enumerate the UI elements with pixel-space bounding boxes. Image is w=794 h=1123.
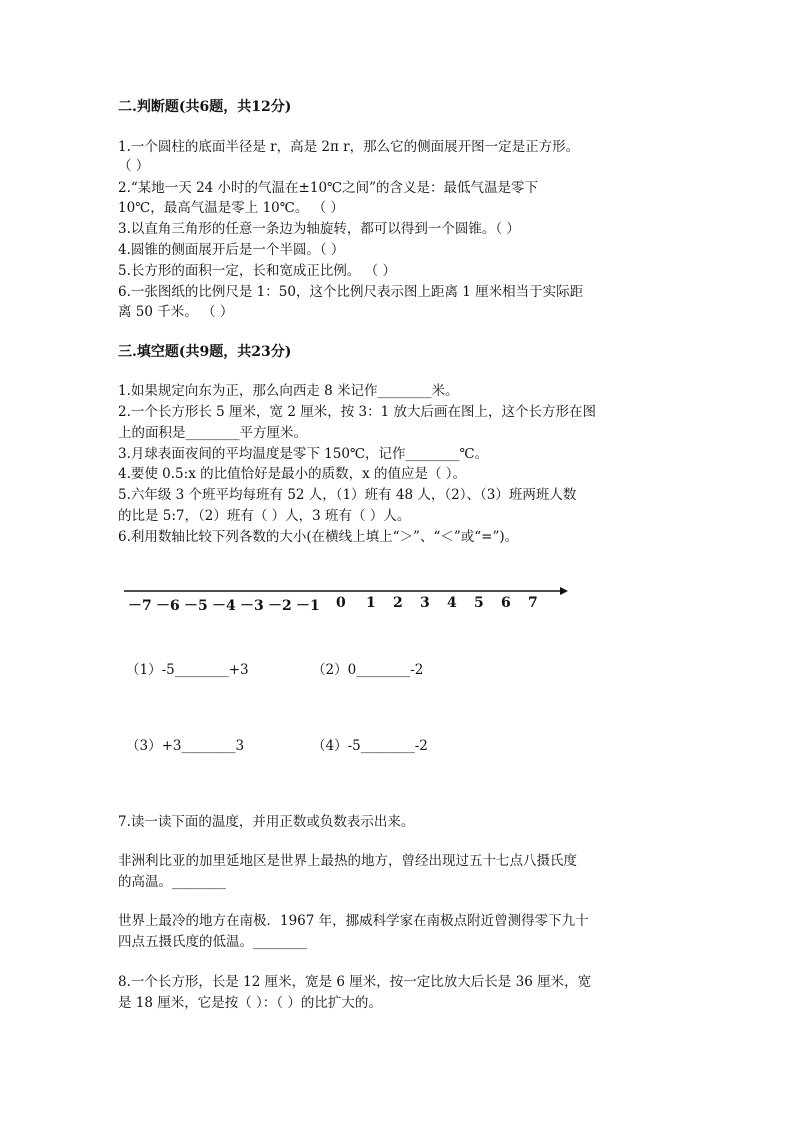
number-line-label: 0 — [336, 595, 346, 611]
compare-item-1: （1）-5________+3 — [126, 662, 249, 678]
number-line-label: 2 — [393, 595, 403, 611]
number-line-label: 4 — [447, 595, 457, 611]
compare-item-3: （3）+3________3 — [126, 738, 245, 754]
section-3-heading: 三.填空题(共9题，共23分) — [118, 344, 292, 360]
fill-q2-line2: 上的面积是________平方厘米。 — [118, 425, 307, 441]
number-line-label: －5 — [184, 598, 208, 614]
number-line-label: 7 — [528, 595, 538, 611]
judge-q2-line1: 2.“某地一天 24 小时的气温在±10℃之间”的含义是：最低气温是零下 — [118, 180, 539, 196]
judge-q3: 3.以直角三角形的任意一条边为轴旋转，都可以得到一个圆锥。（ ） — [118, 221, 520, 237]
judge-q6-line2: 离 50 千米。 （ ） — [118, 304, 234, 320]
fill-q3: 3.月球表面夜间的平均温度是零下 150℃，记作________℃。 — [118, 446, 489, 462]
compare-item-2: （2）0________-2 — [312, 662, 424, 678]
fill-q1: 1.如果规定向东为正，那么向西走 8 米记作________米。 — [118, 383, 459, 399]
fill-q7-hot-line1: 非洲利比亚的加里延地区是世界上最热的地方，曾经出现过五十七点八摄氏度 — [118, 853, 577, 869]
judge-q1-line2: （ ） — [118, 158, 150, 174]
number-line-label: －1 — [296, 598, 320, 614]
number-line-arrow-icon — [560, 587, 568, 595]
fill-q7-cold-line2: 四点五摄氏度的低温。________ — [118, 934, 307, 950]
fill-q7-cold-line1: 世界上最冷的地方在南极．1967 年，挪威科学家在南极点附近曾测得零下九十 — [118, 913, 589, 929]
number-line-label: 1 — [366, 595, 376, 611]
compare-item-4: （4）-5________-2 — [312, 738, 428, 754]
judge-q2-line2: 10℃，最高气温是零上 10℃。 （ ） — [118, 200, 344, 216]
section-2-heading: 二.判断题(共6题，共12分) — [118, 99, 292, 115]
number-line-label: 6 — [501, 595, 511, 611]
number-line-label: 5 — [474, 595, 484, 611]
judge-q4: 4.圆锥的侧面展开后是一个半圆。（ ） — [118, 242, 345, 258]
judge-q6-line1: 6.一张图纸的比例尺是 1：50，这个比例尺表示图上距离 1 厘米相当于实际距 — [118, 284, 584, 300]
fill-q7-title: 7.读一读下面的温度，并用正数或负数表示出来。 — [118, 814, 415, 830]
number-line-label: －7 — [128, 598, 152, 614]
number-line-label: －2 — [268, 598, 292, 614]
fill-q2-line1: 2.一个长方形长 5 厘米，宽 2 厘米，按 3：1 放大后画在图上，这个长方形在图 — [118, 404, 596, 420]
fill-q5-line2: 的比是 5:7，（2）班有（ ）人，3 班有（ ）人。 — [118, 508, 411, 524]
fill-q6: 6.利用数轴比较下列各数的大小(在横线上填上“＞”、“＜”或“=”)。 — [118, 529, 519, 545]
fill-q8-line2: 是 18 厘米，它是按（ ）：（ ）的比扩大的。 — [118, 995, 382, 1011]
fill-q7-hot-line2: 的高温。________ — [118, 874, 226, 890]
judge-q1-line1: 1.一个圆柱的底面半径是 r，高是 2π r，那么它的侧面展开图一定是正方形。 — [118, 139, 580, 155]
judge-q5: 5.长方形的面积一定，长和宽成正比例。 （ ） — [118, 263, 396, 279]
fill-q8-line1: 8.一个长方形，长是 12 厘米，宽是 6 厘米，按一定比放大后长是 36 厘米，宽 — [118, 974, 592, 990]
number-line-label: －6 — [156, 598, 180, 614]
fill-q5-line1: 5.六年级 3 个班平均每班有 52 人，（1）班有 48 人，（2）、（3）班两班人数 — [118, 487, 577, 503]
number-line-label: －3 — [240, 598, 264, 614]
fill-q4: 4.要使 0.5:x 的比值恰好是最小的质数，x 的值应是（ ）。 — [118, 466, 467, 482]
number-line-label: 3 — [420, 595, 430, 611]
number-line-label: －4 — [212, 598, 236, 614]
